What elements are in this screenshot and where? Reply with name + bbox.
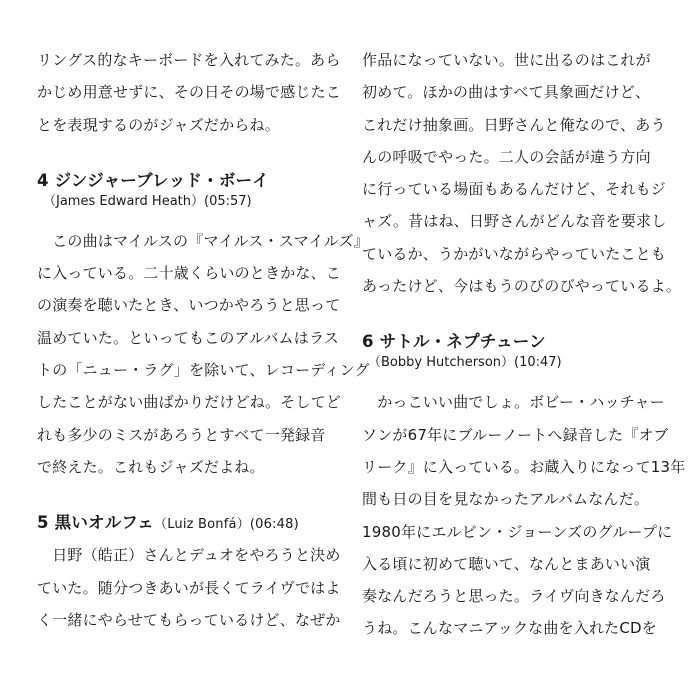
text-line: リーク』に入っている。お蔵入りになって13年 <box>362 457 686 476</box>
text-line: ャズ。昔はね、日野さんがどんな音を要求し <box>362 212 667 231</box>
track5-paragraph <box>37 539 342 636</box>
text-line: れも多少のミスがあろうとすべて一発録音 <box>37 425 326 444</box>
text-line: この曲はマイルスの『マイルス・スマイルズ』 <box>37 231 369 250</box>
text-line: あったけど、今はもうのびのびやっているよ。 <box>362 277 682 296</box>
track5-credit: （Luiz Bonfá）(06:48) <box>154 517 299 533</box>
text-line: の演奏を聴いたとき、いつかやろうと思って <box>37 296 341 315</box>
text-line: に行っている場面もあるんだけど、それもジ <box>362 180 667 199</box>
text-line: く一緒にやらせてもらっているけど、なぜか <box>37 610 341 629</box>
text-line: ているか、うかがいながらやっていたことも <box>362 244 667 263</box>
track4-paragraph <box>37 225 370 483</box>
text-line: とを表現するのがジャズだからね。 <box>37 115 280 134</box>
text-line: に入っている。二十歳くらいのときかな、こ <box>37 264 342 283</box>
spacer <box>362 302 672 330</box>
right-column <box>362 44 686 645</box>
text-line: 日野（皓正）さんとデュオをやろうと決め <box>37 546 341 565</box>
text-line: 間も日の目を見なかったアルバムなんだ。 <box>362 490 650 509</box>
track6-heading: 6 サトル・ネプチューン <box>362 332 546 352</box>
text-line: 作品になっていない。世に出るのはこれが <box>362 51 651 69</box>
track5-heading <box>37 511 342 537</box>
text-line: で終えた。これもジャズだよね。 <box>37 457 265 476</box>
text-line: かっこいい曲でしょ。ボビー・ハッチャー <box>362 393 665 412</box>
text-line: 初めて。ほかの曲はすべて具象画だけど、 <box>362 83 651 102</box>
text-line: これだけ抽象画。日野さんと俺なので、あう <box>362 115 666 134</box>
text-line: ていた。随分つきあいが長くてライヴではよ <box>37 578 341 597</box>
intro-paragraph-right <box>362 44 682 302</box>
text-line: 入る頃に初めて聴いて、なんとまあいい演 <box>362 554 651 573</box>
text-line: したことがない曲ばかりだけどね。そしてど <box>37 393 342 412</box>
track4-heading: 4 ジンジャーブレッド・ボーイ <box>37 170 269 190</box>
track6-credit: （Bobby Hutcherson）(10:47) <box>368 355 562 371</box>
spacer <box>37 141 342 169</box>
text-line: 奏なんだろうと思った。ライヴ向きなんだろ <box>362 587 666 606</box>
spacer <box>37 211 342 225</box>
track5-title: 5 黒いオルフェ <box>37 513 155 533</box>
track6-paragraph <box>362 386 686 644</box>
left-column <box>37 44 370 636</box>
text-line: かじめ用意せずに、その日その場で感じたこ <box>37 83 342 102</box>
spacer <box>362 372 672 386</box>
track4-credit: （James Edward Heath）(05:57) <box>43 193 252 209</box>
intro-paragraph-left <box>37 44 342 141</box>
text-line: んの呼吸でやった。二人の会話が違う方向 <box>362 147 651 166</box>
spacer <box>37 483 342 511</box>
text-line: ソンが67年にブルーノートへ録音した『オブ <box>362 425 669 444</box>
text-line: 1980年にエルビン・ジョーンズのグループに <box>362 522 673 541</box>
text-line: リングス的なキーボードを入れてみた。あら <box>37 51 341 69</box>
text-line: 温めていた。といってもこのアルバムはラス <box>37 328 339 347</box>
text-line: トの「ニュー・ラグ」を除いて、レコーディング <box>37 361 370 380</box>
text-line: うね。こんなマニアックな曲を入れたCDを <box>362 619 657 638</box>
